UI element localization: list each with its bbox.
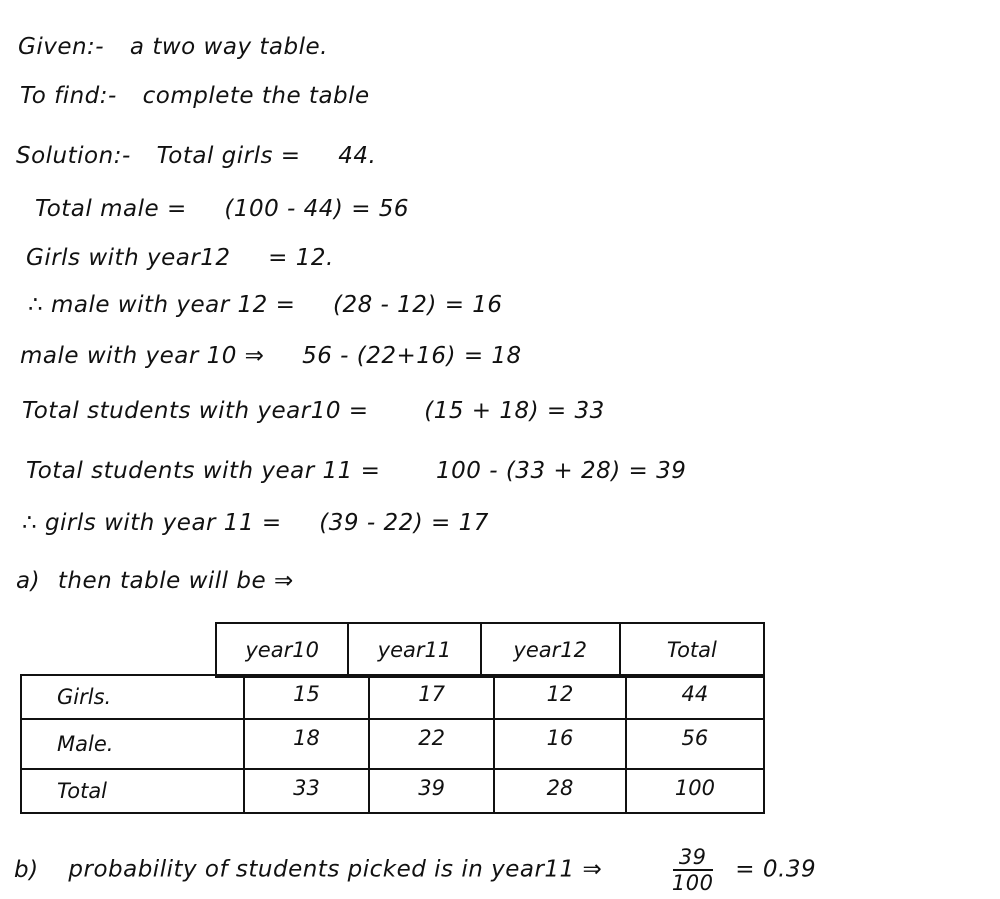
- solution-step-rhs: 100 - (33 + 28) = 39: [436, 458, 687, 484]
- solution-step-lhs: Total students with year 11 =: [26, 458, 381, 484]
- solution-step-rhs: (100 - 44) = 56: [224, 196, 410, 222]
- table-row: [21, 719, 764, 769]
- solution-step-rhs: 44.: [338, 143, 377, 169]
- to-find-line: [20, 83, 370, 109]
- solution-step-rhs: (39 - 22) = 17: [319, 510, 489, 536]
- table-cell: 28: [494, 769, 626, 813]
- table-cell: 18: [244, 719, 369, 769]
- table-cell: 33: [244, 769, 369, 813]
- part-a-line: [16, 568, 294, 594]
- to-find-text: complete the table: [142, 83, 370, 109]
- solution-step-lhs: Total students with year10 =: [22, 398, 369, 424]
- table-cell: 44: [626, 675, 764, 719]
- given-label: Given:-: [18, 34, 105, 60]
- table-header-cell: year12: [481, 623, 620, 677]
- two-way-table: [20, 622, 765, 812]
- fraction-numerator: 39: [673, 845, 713, 871]
- probability-result: = 0.39: [735, 856, 817, 883]
- row-label: Male.: [21, 719, 244, 769]
- table-cell: 17: [369, 675, 494, 719]
- fraction-denominator: 100: [671, 871, 714, 895]
- table-cell: 22: [369, 719, 494, 769]
- solution-step: [20, 343, 522, 369]
- row-label: Total: [21, 769, 244, 813]
- part-b-label: b): [14, 856, 39, 883]
- solution-label: Solution:-: [16, 143, 131, 169]
- table-header-cell: Total: [620, 623, 764, 677]
- solution-step-lhs: male with year 10 ⇒: [20, 343, 265, 369]
- table-header-cell: year10: [216, 623, 348, 677]
- table-row: [21, 769, 764, 813]
- solution-step: [26, 245, 334, 271]
- table-row: [21, 675, 764, 719]
- solution-step-lhs: ∴ male with year 12 =: [28, 292, 296, 318]
- part-b-line: [14, 845, 816, 895]
- probability-fraction: [666, 845, 720, 895]
- table-header-row: [216, 623, 764, 677]
- solution-step-lhs: Girls with year12: [26, 245, 231, 271]
- part-b-text: probability of students picked is in year11 ⇒: [68, 856, 603, 883]
- table-header: [215, 622, 765, 678]
- to-find-label: To find:-: [20, 83, 117, 109]
- solution-line: [16, 143, 376, 169]
- table-cell: 12: [494, 675, 626, 719]
- solution-step-lhs: Total male =: [35, 196, 187, 222]
- solution-step: [35, 196, 409, 222]
- solution-step-rhs: = 12.: [268, 245, 334, 271]
- solution-step: [26, 458, 686, 484]
- solution-step: [22, 510, 489, 536]
- solution-step-rhs: 56 - (22+16) = 18: [302, 343, 522, 369]
- row-label: Girls.: [21, 675, 244, 719]
- table-cell: 16: [494, 719, 626, 769]
- solution-step-lhs: Total girls =: [156, 143, 301, 169]
- solution-step: [28, 292, 503, 318]
- part-a-text: then table will be ⇒: [57, 568, 294, 594]
- solution-step-rhs: (15 + 18) = 33: [424, 398, 605, 424]
- solution-step: [22, 398, 605, 424]
- given-text: a two way table.: [129, 34, 328, 60]
- table-cell: 100: [626, 769, 764, 813]
- table-header-cell: year11: [348, 623, 480, 677]
- table-cell: 39: [369, 769, 494, 813]
- table-body: [20, 674, 765, 814]
- table-cell: 15: [244, 675, 369, 719]
- solution-step-rhs: (28 - 12) = 16: [333, 292, 503, 318]
- given-line: [18, 34, 328, 60]
- solution-step-lhs: ∴ girls with year 11 =: [22, 510, 282, 536]
- table-cell: 56: [626, 719, 764, 769]
- part-a-label: a): [16, 568, 41, 594]
